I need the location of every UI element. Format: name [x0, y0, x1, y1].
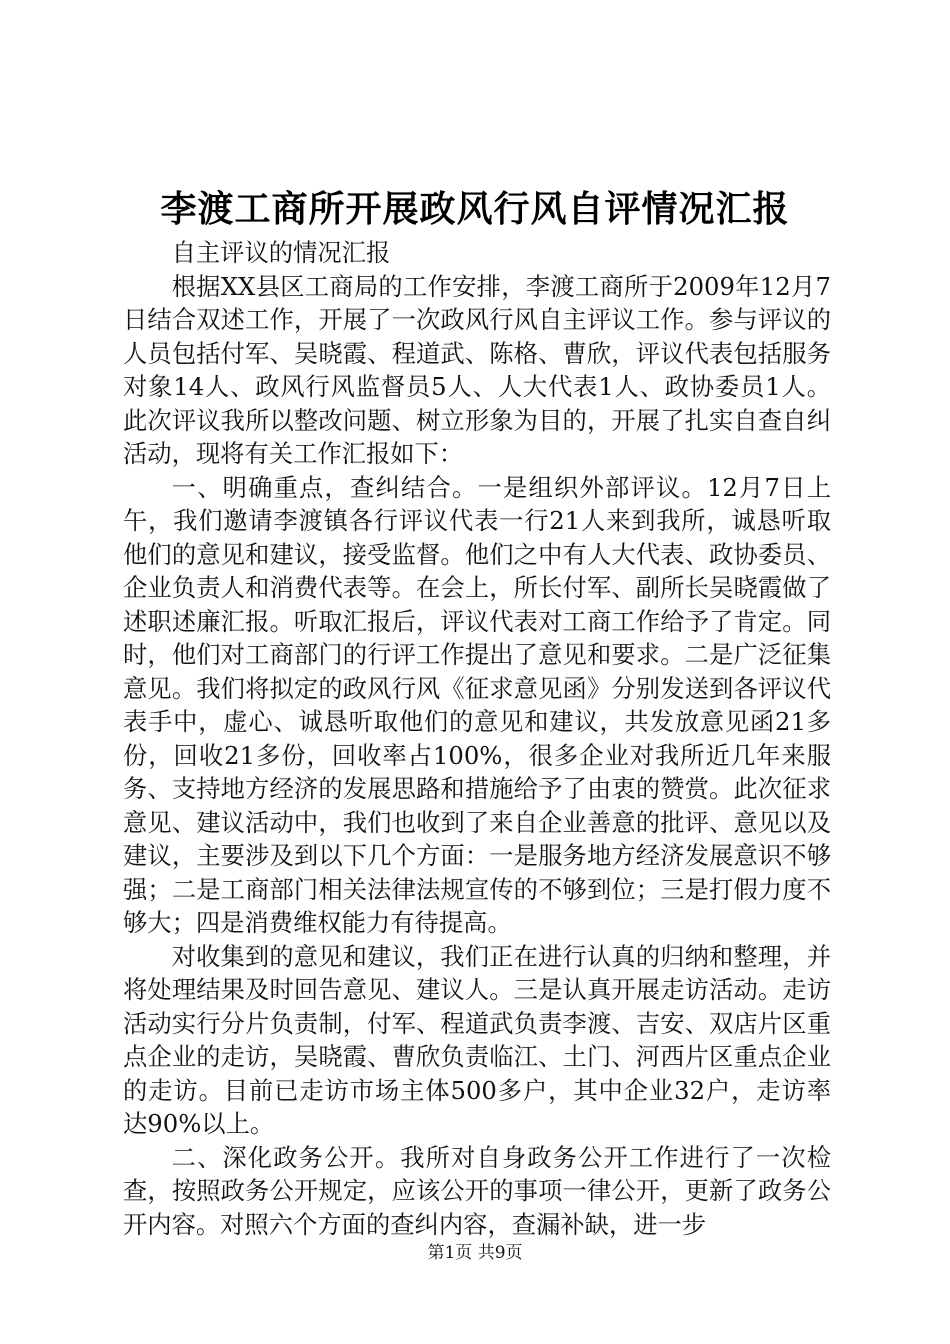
document-body [123, 236, 831, 1241]
paragraph-feedback-handling: 对收集到的意见和建议，我们正在进行认真的归纳和整理，并将处理结果及时回告意见、建议人。三是认真开展走访活动。走访活动实行分片负责制，付军、程道武负责李渡、吉安、双店片区重点企业的走访，吴晓霞、曹欣负责临江、土门、河西片区重点企业的走访。目前已走访市场主体500多户，其中企业32户，走访率达90%以上。 [123, 941, 831, 1138]
document-subtitle: 自主评议的情况汇报 [171, 238, 391, 267]
paragraph-section-one: 一、明确重点，查纠结合。一是组织外部评议。12月7日上午，我们邀请李渡镇各行评议代表一行21人来到我所，诚恳听取他们的意见和建议，接受监督。他们之中有人大代表、政协委员、企业负责人和消费代表等。在会上，所长付军、副所长吴晓霞做了述职述廉汇报。听取汇报后，评议代表对工商工作给予了肯定。同时，他们对工商部门的行评工作提出了意见和要求。二是广泛征集意见。我们将拟定的政风行风《征求意见函》分别发送到各评议代表手中，虚心、诚恳听取他们的意见和建议，共发放意见函21多份，回收21多份，回收率占100%，很多企业对我所近几年来服务、支持地方经济的发展思路和措施给予了由衷的赞赏。此次征求意见、建议活动中，我们也收到了来自企业善意的批评、意见以及建议，主要涉及到以下几个方面：一是服务地方经济发展意识不够强；二是工商部门相关法律法规宣传的不够到位；三是打假力度不够大；四是消费维权能力有待提高。 [123, 472, 831, 937]
paragraph-intro: 根据XX县区工商局的工作安排，李渡工商所于2009年12月7日结合双述工作，开展了一次政风行风自主评议工作。参与评议的人员包括付军、吴晓霞、程道武、陈格、曹欣，评议代表包括服务对象14人、政风行风监督员5人、人大代表1人、政协委员1人。此次评议我所以整改问题、树立形象为目的，开展了扎实自查自纠活动，现将有关工作汇报如下： [123, 271, 831, 468]
document-title: 李渡工商所开展政风行风自评情况汇报 [160, 189, 790, 230]
paragraph-section-two: 二、深化政务公开。我所对自身政务公开工作进行了一次检查，按照政务公开规定，应该公开的事项一律公开，更新了政务公开内容。对照六个方面的查纠内容，查漏补缺，进一步 [123, 1142, 831, 1239]
page-footer: 第1页 共9页 [427, 1243, 523, 1263]
